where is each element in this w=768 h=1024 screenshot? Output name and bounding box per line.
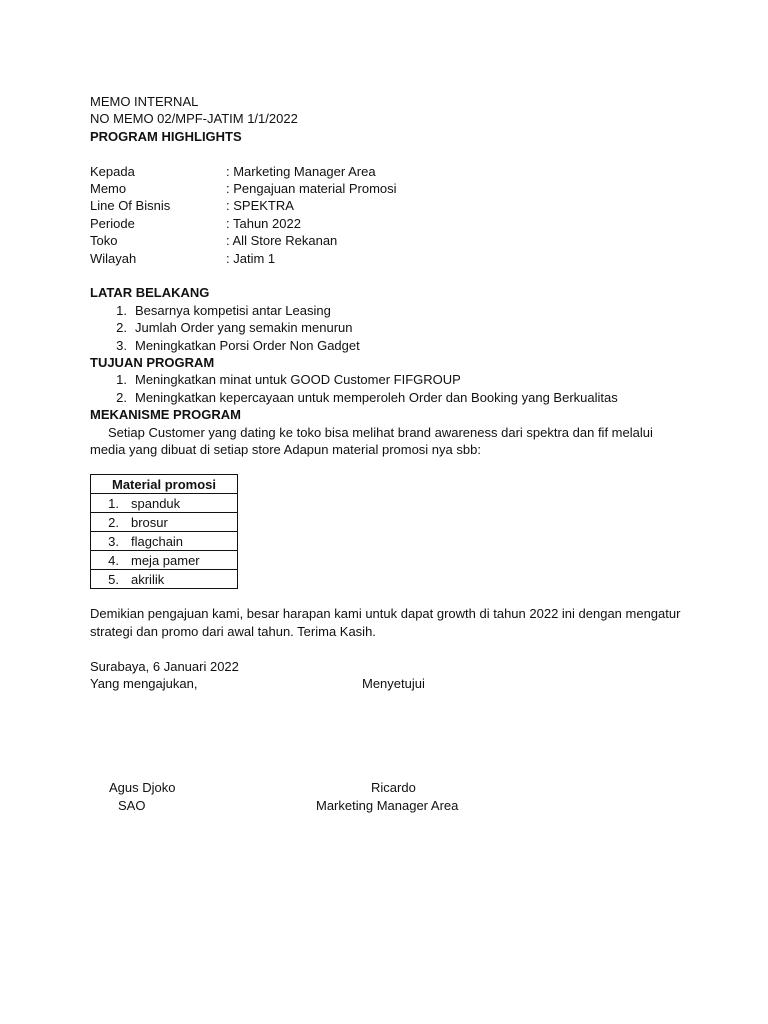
closing-paragraph: Demikian pengajuan kami, besar harapan kami untuk dapat growth di tahun 2022 ini dengan mengatur strategi dan promo dari awal tahun. Terima Kasih. bbox=[90, 606, 681, 639]
memo-page bbox=[90, 93, 690, 814]
field-wilayah bbox=[90, 250, 690, 267]
field-label: Wilayah bbox=[90, 250, 137, 266]
list-item bbox=[90, 319, 690, 336]
list-item bbox=[90, 371, 690, 388]
row-text: flagchain bbox=[131, 533, 184, 549]
field-value: : SPEKTRA bbox=[226, 198, 294, 214]
row-number: 2. bbox=[108, 514, 119, 530]
left-signature-label: Yang mengajukan, bbox=[90, 675, 198, 691]
list-number: 1. bbox=[116, 372, 127, 388]
list-item bbox=[90, 389, 690, 406]
memo-title: MEMO INTERNAL bbox=[90, 94, 199, 109]
field-line-of-bisnis bbox=[90, 197, 690, 214]
table-cell bbox=[91, 513, 238, 532]
list-item bbox=[90, 337, 690, 354]
tujuan-program-heading: TUJUAN PROGRAM bbox=[90, 354, 215, 370]
field-periode bbox=[90, 215, 690, 232]
field-value: : Marketing Manager Area bbox=[226, 163, 376, 179]
field-label: Memo bbox=[90, 181, 127, 196]
left-signer-name: Agus Djoko bbox=[109, 780, 176, 796]
right-signer-name: Ricardo bbox=[371, 780, 416, 796]
field-value: : Tahun 2022 bbox=[226, 215, 301, 231]
table-row bbox=[91, 551, 238, 570]
signature-names bbox=[90, 779, 690, 796]
tujuan-program-list bbox=[90, 371, 690, 406]
row-text: brosur bbox=[131, 514, 168, 530]
list-number: 2. bbox=[116, 320, 127, 336]
row-text: meja pamer bbox=[131, 552, 200, 568]
row-text: spanduk bbox=[131, 495, 181, 511]
memo-heading: PROGRAM HIGHLIGHTS bbox=[90, 128, 242, 144]
field-label: Kepada bbox=[90, 163, 135, 179]
table-cell bbox=[91, 551, 238, 570]
field-memo bbox=[90, 180, 690, 197]
list-number: 1. bbox=[116, 302, 127, 318]
row-number: 4. bbox=[108, 552, 119, 568]
list-text: Jumlah Order yang semakin menurun bbox=[135, 320, 353, 336]
row-text: akrilik bbox=[131, 571, 165, 587]
field-kepada bbox=[90, 163, 690, 180]
field-toko bbox=[90, 232, 690, 249]
row-number: 3. bbox=[108, 533, 119, 549]
material-table bbox=[90, 474, 238, 589]
row-number: 1. bbox=[108, 495, 119, 511]
field-value: : Jatim 1 bbox=[226, 250, 276, 266]
field-label: Toko bbox=[90, 233, 118, 249]
list-text: Besarnya kompetisi antar Leasing bbox=[135, 302, 331, 318]
field-value: : All Store Rekanan bbox=[226, 233, 338, 249]
list-item bbox=[90, 302, 690, 319]
list-text: Meningkatkan Porsi Order Non Gadget bbox=[135, 337, 360, 353]
table-cell bbox=[91, 570, 238, 589]
table-cell bbox=[91, 494, 238, 513]
signature-labels bbox=[90, 675, 690, 692]
right-signer-title: Marketing Manager Area bbox=[316, 797, 459, 813]
latar-belakang-heading: LATAR BELAKANG bbox=[90, 285, 210, 301]
table-header-row bbox=[91, 475, 238, 494]
field-label: Line Of Bisnis bbox=[90, 198, 171, 214]
right-signature-label: Menyetujui bbox=[362, 675, 425, 691]
table-header: Material promosi bbox=[91, 475, 238, 494]
mekanisme-paragraph: Setiap Customer yang dating ke toko bisa melihat brand awareness dari spektra dan fif melalui media yang dibuat di setiap store Adapun material promosi nya sbb: bbox=[90, 424, 653, 457]
memo-number: NO MEMO 02/MPF-JATIM 1/1/2022 bbox=[90, 111, 298, 127]
memo-fields bbox=[90, 163, 690, 267]
list-number: 2. bbox=[116, 389, 127, 405]
latar-belakang-list bbox=[90, 302, 690, 354]
table-row bbox=[91, 513, 238, 532]
table-cell bbox=[91, 532, 238, 551]
signature-titles bbox=[90, 797, 690, 814]
table-row bbox=[91, 494, 238, 513]
mekanisme-program-heading: MEKANISME PROGRAM bbox=[90, 407, 241, 423]
field-label: Periode bbox=[90, 215, 135, 231]
row-number: 5. bbox=[108, 571, 119, 587]
table-row bbox=[91, 570, 238, 589]
left-signer-title: SAO bbox=[118, 797, 146, 813]
table-row bbox=[91, 532, 238, 551]
field-value: : Pengajuan material Promosi bbox=[226, 181, 397, 196]
list-number: 3. bbox=[116, 337, 127, 353]
list-text: Meningkatkan kepercayaan untuk memperoleh Order dan Booking yang Berkualitas bbox=[135, 389, 618, 405]
list-text: Meningkatkan minat untuk GOOD Customer FIFGROUP bbox=[135, 372, 461, 388]
place-date: Surabaya, 6 Januari 2022 bbox=[90, 658, 239, 674]
